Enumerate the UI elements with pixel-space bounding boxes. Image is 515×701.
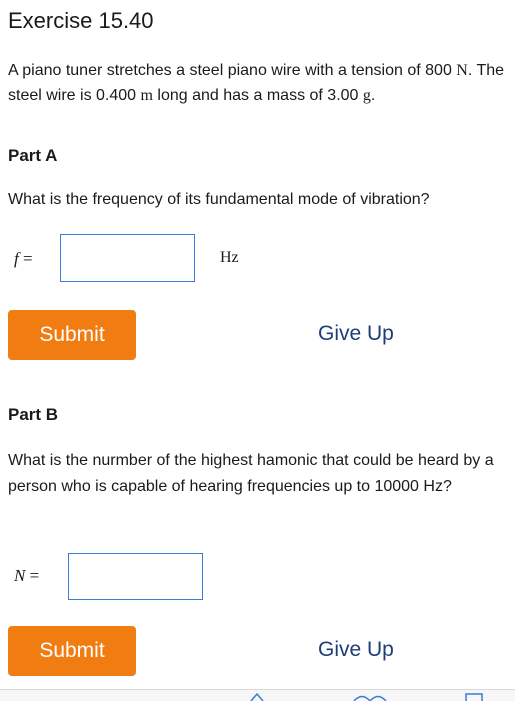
mass-unit: g <box>362 87 371 104</box>
problem-statement <box>8 58 508 108</box>
part-b-give-up-link[interactable]: Give Up <box>318 638 394 661</box>
tension-unit: N <box>456 62 468 79</box>
bottom-toolbar <box>0 689 515 701</box>
bookmarks-icon[interactable] <box>350 690 390 701</box>
problem-text-2: . The steel wire is 0.400 <box>8 62 505 104</box>
part-b-title: Part B <box>8 405 59 424</box>
exercise-title: Exercise 15.40 <box>8 8 154 33</box>
tabs-icon[interactable] <box>462 690 486 701</box>
part-a-give-up-link[interactable]: Give Up <box>318 322 394 345</box>
part-a-var: f <box>14 249 19 268</box>
part-a-question: What is the frequency of its fundamental mode of vibration? <box>8 191 430 208</box>
part-b-var-label <box>14 566 39 586</box>
problem-text-1: A piano tuner stretches a steel piano wire with a tension of <box>8 62 426 79</box>
part-a-title: Part A <box>8 146 58 165</box>
part-b-var: N <box>14 566 26 585</box>
part-b-eq: = <box>29 566 40 585</box>
part-b-submit-button[interactable]: Submit <box>8 626 136 676</box>
part-a-eq: = <box>22 249 33 268</box>
tension-value: 800 <box>425 62 452 79</box>
harmonic-number-input[interactable] <box>68 553 203 600</box>
share-icon[interactable] <box>245 690 269 701</box>
part-a-unit: Hz <box>220 249 239 266</box>
frequency-input[interactable] <box>60 234 195 282</box>
length-unit: m <box>140 87 153 104</box>
part-a-var-label <box>14 249 33 269</box>
part-a-submit-button[interactable]: Submit <box>8 310 136 360</box>
mass-value: 3.00 <box>327 87 359 104</box>
part-b-question: What is the nurmber of the highest hamonic that could be heard by a person who is capable of hearing frequencies up to 10000 Hz? <box>8 452 494 495</box>
problem-text-4: . <box>370 87 376 104</box>
problem-text-3: long and has a mass of <box>152 87 328 104</box>
